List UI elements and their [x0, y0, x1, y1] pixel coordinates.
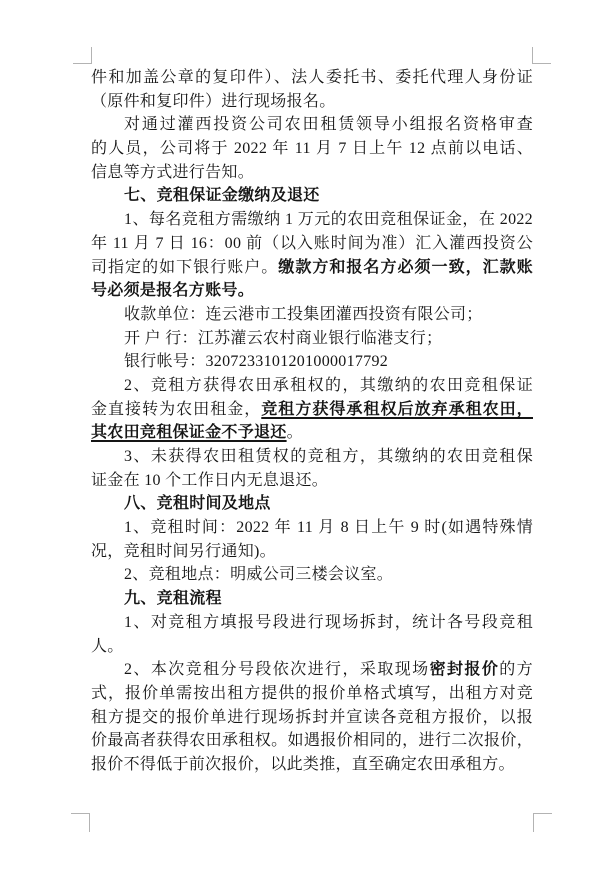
text-segment: 信息等方式进行告知。 [91, 163, 255, 181]
text-line [91, 161, 533, 185]
text-segment: 3、未获得农田租赁权的竞租方，其缴纳的农田竞租保 [124, 448, 533, 465]
text-line [91, 563, 533, 587]
text-line [91, 421, 533, 445]
emphasized-text: 其农田竞租保证金不予退还 [91, 424, 287, 442]
text-line [91, 611, 533, 635]
text-line [91, 516, 533, 540]
text-line [91, 208, 533, 232]
text-segment: 报价不得低于前次报价，以此类推，直至确定农田承租方。 [91, 755, 515, 773]
text-segment: 况，竞租时间另行通知)。 [91, 542, 276, 560]
emphasized-text: 八、竞租时间及地点 [124, 495, 271, 513]
text-line [91, 706, 533, 730]
emphasized-text: 九、竞租流程 [124, 590, 222, 608]
text-segment: 银行帐号：3207233101201000017792 [124, 353, 389, 371]
text-line [91, 587, 533, 611]
text-line [91, 753, 533, 777]
text-line [91, 303, 533, 327]
text-line [91, 137, 533, 161]
text-line [91, 682, 533, 706]
emphasized-text: 号必须是报名方账号。 [91, 282, 255, 300]
text-line [91, 398, 533, 422]
text-segment: 开 户 行：江苏灌云农村商业银行临港支行； [124, 329, 443, 347]
text-line [91, 350, 533, 374]
text-segment: 式，报价单需按出租方提供的报价单格式填写，出租方对竞 [91, 684, 533, 702]
text-line [91, 327, 533, 351]
text-line [91, 232, 533, 256]
text-segment: 1、对竞租方填报号段进行现场拆封，统计各号段竞租 [124, 613, 533, 631]
text-segment: 1、竞租时间：2022 年 11 月 8 日上午 9 时(如遇特殊情 [124, 519, 533, 537]
text-line [91, 184, 533, 208]
crop-mark-bottom-left [71, 813, 90, 832]
text-line [91, 729, 533, 753]
text-line [91, 492, 533, 516]
text-line [91, 658, 533, 682]
text-line [91, 256, 533, 280]
text-segment: 2、竞租方获得农田承租权的，其缴纳的农田竞租保证 [124, 376, 533, 394]
text-segment: 收款单位：连云港市工投集团灌西投资有限公司； [124, 305, 483, 323]
crop-mark-top-right [532, 47, 551, 64]
text-line [91, 374, 533, 398]
text-line [91, 469, 533, 493]
text-line [91, 540, 533, 564]
text-segment: 人。 [91, 637, 124, 655]
text-line [91, 66, 533, 90]
text-line [91, 445, 533, 469]
text-segment: 金直接转为农田租金， [91, 400, 262, 418]
text-segment: 件和加盖公章的复印件）、法人委托书、委托代理人身份证 [91, 69, 533, 86]
text-segment: 的方 [499, 661, 533, 679]
text-segment: 的人员，公司将于 2022 年 11 月 7 日上午 12 点前以电话、 [91, 140, 533, 158]
crop-mark-bottom-right [533, 813, 552, 832]
text-segment: 2、竞租地点：明威公司三楼会议室。 [124, 566, 394, 584]
text-segment: 证金在 10 个工作日内无息退还。 [91, 471, 329, 489]
text-segment: （原件和复印件）进行现场报名。 [91, 92, 336, 110]
text-segment: 租方提交的报价单进行现场拆封并宣读各竞租方报价，以报 [91, 708, 533, 726]
text-segment: 对通过灌西投资公司农田租赁领导小组报名资格审查 [124, 116, 533, 134]
text-line [91, 279, 533, 303]
text-segment: 价最高者获得农田承租权。如遇报价相同的，进行二次报价， [91, 732, 533, 750]
text-segment: 年 11 月 7 日 16：00 前（以入账时间为准）汇入灌西投资公 [91, 234, 533, 252]
crop-mark-top-left [73, 47, 92, 64]
emphasized-text: 七、竞租保证金缴纳及退还 [124, 187, 320, 205]
emphasized-text: 密封报价 [429, 661, 500, 679]
text-line [91, 113, 533, 137]
emphasized-text: 竞租方获得承租权后放弃承租农田， [261, 400, 533, 418]
text-segment: 。 [286, 424, 303, 442]
text-segment: 司指定的如下银行账户。 [91, 258, 279, 276]
document-body [91, 66, 533, 777]
text-line [91, 90, 533, 114]
text-segment: 1、每名竞租方需缴纳 1 万元的农田竞租保证金，在 2022 [124, 211, 533, 229]
text-segment: 2、本次竞租分号段依次进行，采取现场 [124, 661, 430, 679]
emphasized-text: 缴款方和报名方必须一致，汇款账 [278, 258, 533, 276]
text-line [91, 635, 533, 659]
